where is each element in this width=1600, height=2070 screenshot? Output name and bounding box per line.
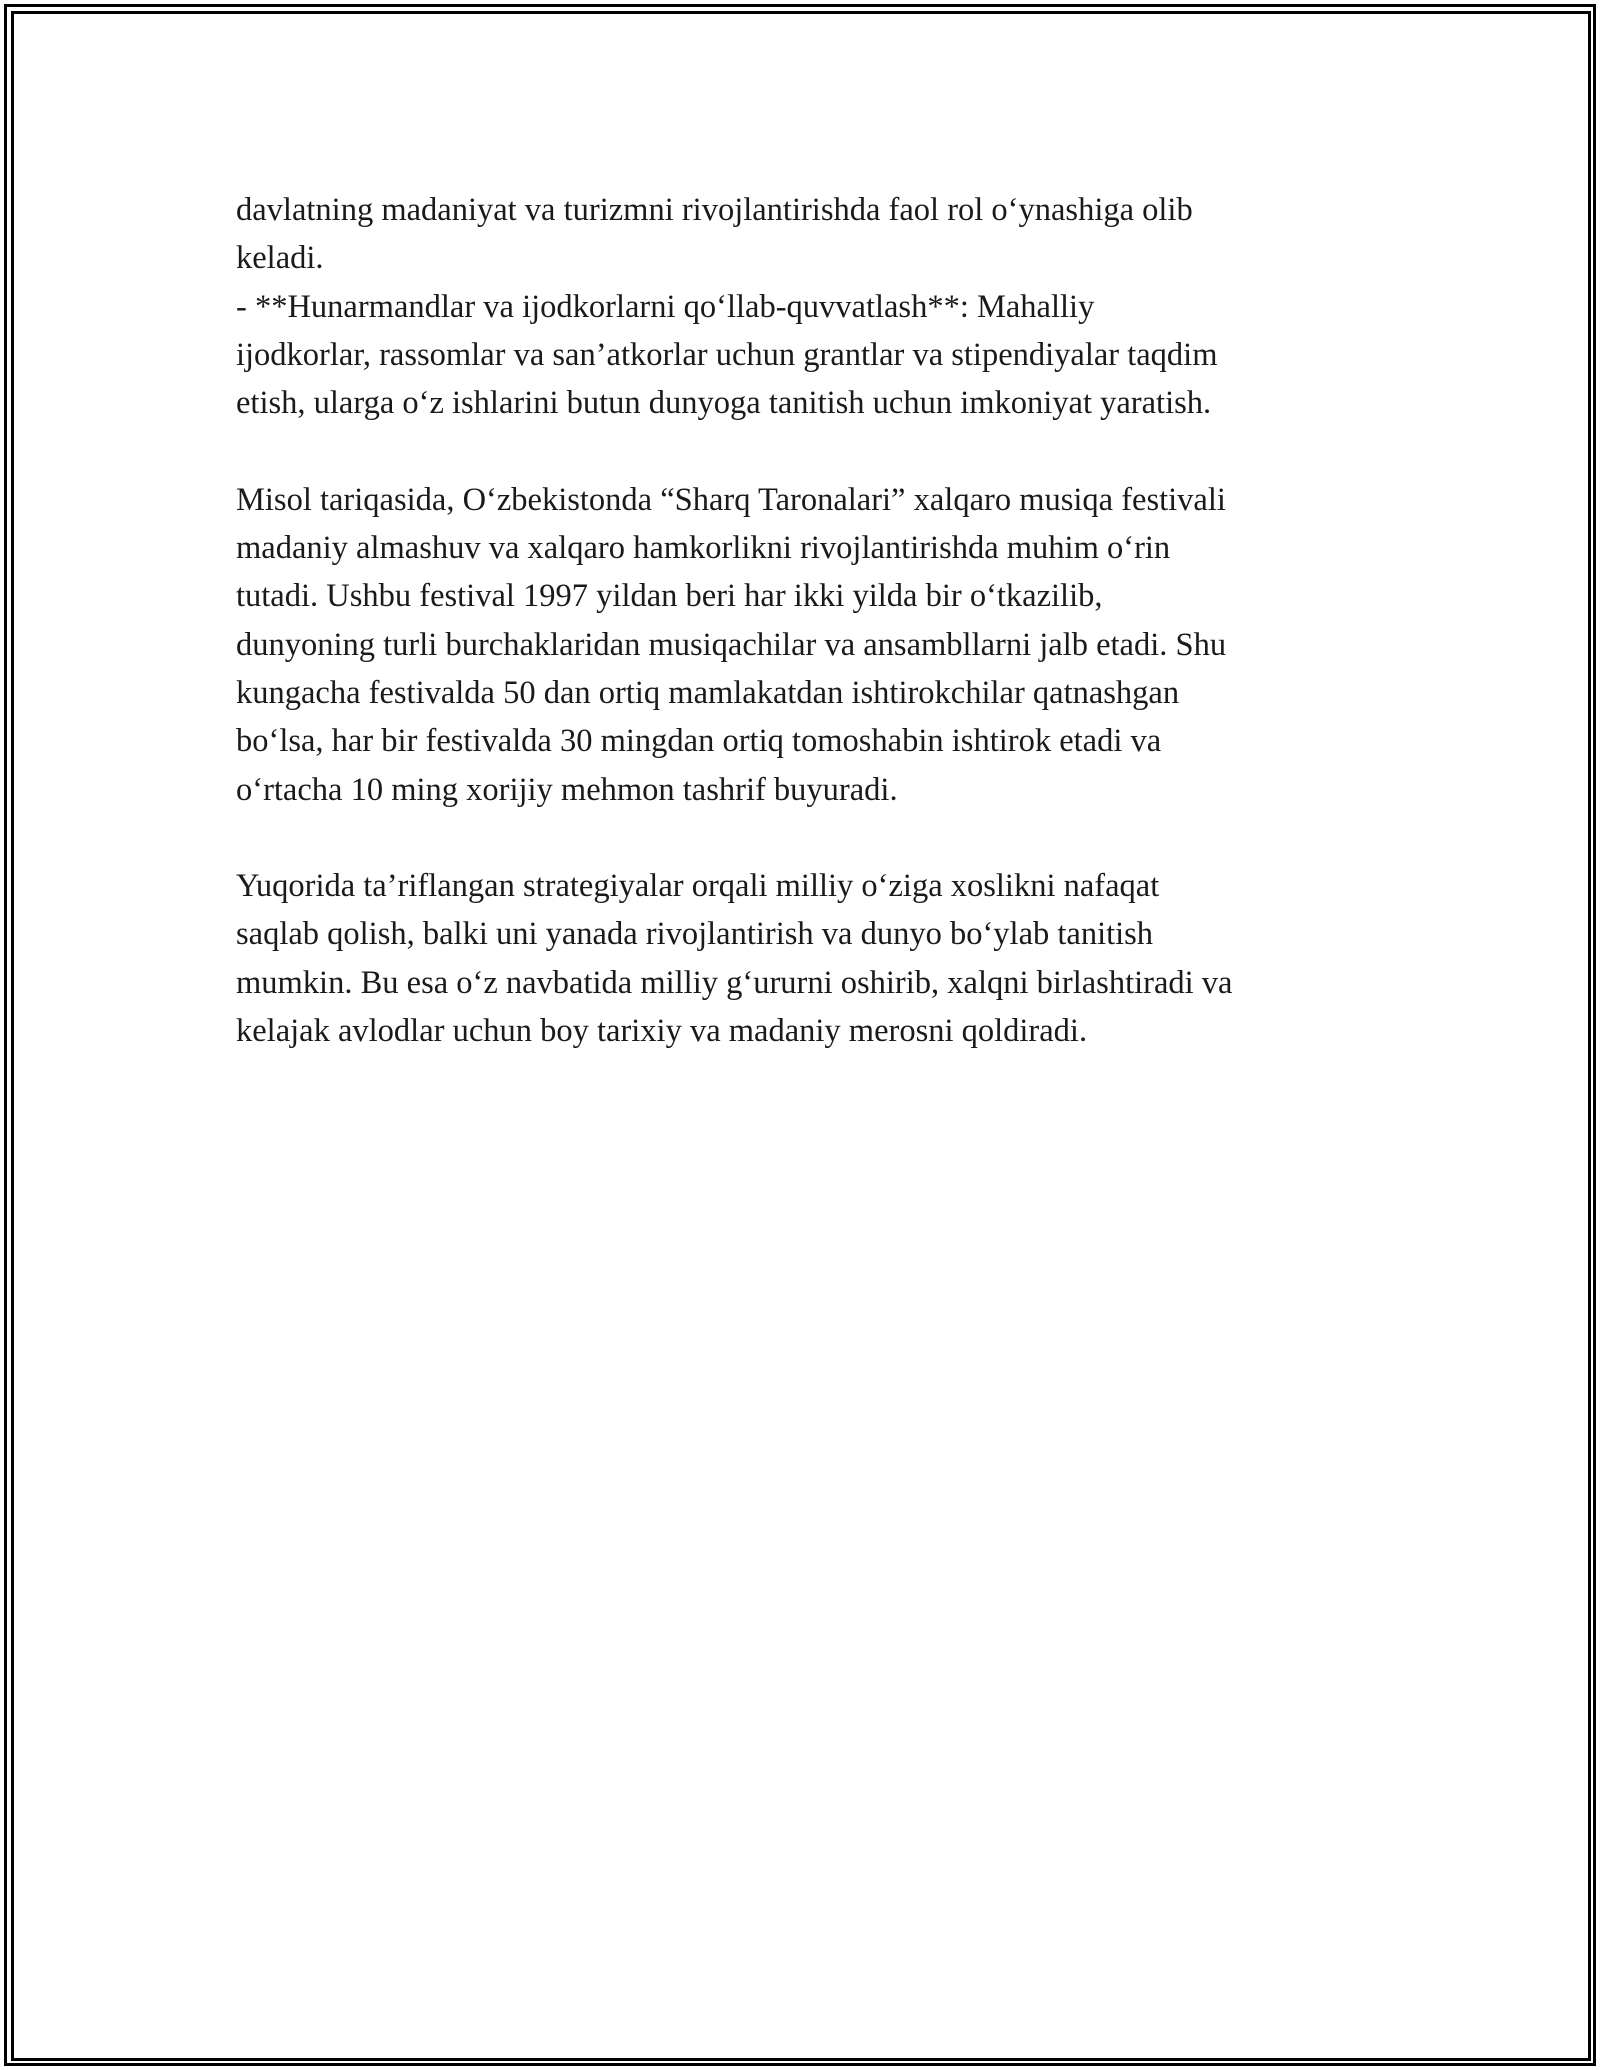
paragraph-3: Yuqorida ta’riflangan strategiyalar orqali milliy o‘ziga xoslikni nafaqat saqlab qolish, balki uni yanada rivojlantirish va dunyo bo‘ylab tanitish mumkin. Bu esa o‘z navbatida milliy g‘ururni oshirib, xalqni birlashtiradi va kelajak avlodlar uchun boy tarixiy va madaniy merosni qoldiradi.	[236, 868, 1233, 1050]
paragraph-gap	[236, 427, 1366, 475]
paragraph-gap	[236, 814, 1366, 862]
paragraph-2: Misol tariqasida, O‘zbekistonda “Sharq Taronalari” xalqaro musiqa festivali madaniy almashuv va xalqaro hamkorlikni rivojlantirishda muhim o‘rin tutadi. Ushbu festival 1997 yildan beri har ikki yilda bir o‘tkazilib, dunyoning turli burchaklaridan musiqachilar va ansambllarni jalb etadi. Shu kungacha festivalda 50 dan ortiq mamlakatdan ishtirokchilar qatnashgan bo‘lsa, har bir festivalda 30 mingdan ortiq tomoshabin ishtirok etadi va o‘rtacha 10 ming xorijiy mehmon tashrif buyuradi.	[236, 481, 1227, 808]
paragraph-1: davlatning madaniyat va turizmni rivojlantirishda faol rol o‘ynashiga olib keladi. - **Hunarmandlar va ijodkorlarni qo‘llab-quvvatlash**: Mahalliy ijodkorlar, rassomlar va san’atkorlar uchun grantlar va stipendiyalar taqdim etish, ularga o‘z ishlarini butun dunyoga tanitish uchun imkoniyat yaratish.	[236, 192, 1218, 422]
document-body	[236, 186, 1366, 1055]
